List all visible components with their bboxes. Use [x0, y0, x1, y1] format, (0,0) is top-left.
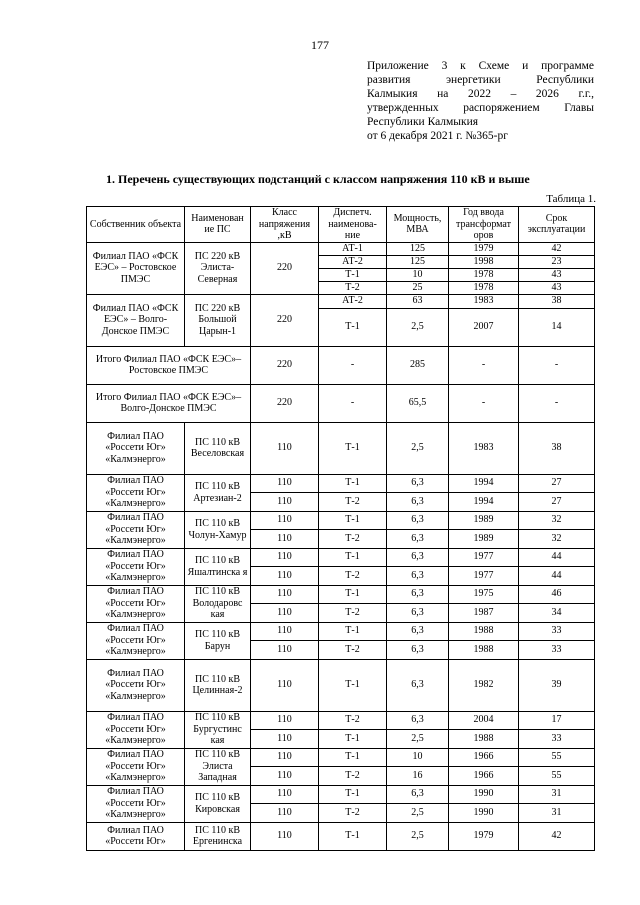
year-cell: 1975 [449, 585, 519, 603]
dispatch-cell: АТ-1 [319, 242, 387, 255]
voltage-cell: 220 [251, 384, 319, 422]
power-cell: 2,5 [387, 729, 449, 748]
power-cell: 2,5 [387, 308, 449, 346]
col-header-year: Год ввода трансформат оров [449, 207, 519, 243]
voltage-cell: 110 [251, 729, 319, 748]
year-cell: 1988 [449, 640, 519, 659]
ps-name-cell: ПС 110 кВ Бургустинс кая [185, 711, 251, 748]
power-cell: 2,5 [387, 822, 449, 850]
service-life-cell: 34 [519, 603, 595, 622]
owner-cell: Филиал ПАО «Россети Юг» «Калмэнерго» [87, 585, 185, 622]
service-life-cell: 55 [519, 766, 595, 785]
owner-cell: Филиал ПАО «Россети Юг» «Калмэнерго» [87, 711, 185, 748]
voltage-cell: 110 [251, 748, 319, 766]
year-cell: 2007 [449, 308, 519, 346]
dispatch-cell: Т-1 [319, 822, 387, 850]
service-life-cell: - [519, 384, 595, 422]
voltage-cell: 220 [251, 346, 319, 384]
ps-name-cell: ПС 110 кВ Артезиан-2 [185, 474, 251, 511]
power-cell: 65,5 [387, 384, 449, 422]
service-life-cell: 39 [519, 659, 595, 711]
year-cell: 1978 [449, 268, 519, 281]
ps-name-cell: ПС 110 кВ Володаровс кая [185, 585, 251, 622]
owner-cell: Филиал ПАО «Россети Юг» «Калмэнерго» [87, 474, 185, 511]
service-life-cell: 31 [519, 803, 595, 822]
dispatch-cell: Т-2 [319, 640, 387, 659]
voltage-cell: 110 [251, 474, 319, 492]
table-row [87, 822, 595, 850]
table-label: Таблица 1. [546, 193, 596, 205]
dispatch-cell: Т-1 [319, 474, 387, 492]
year-cell: 1979 [449, 242, 519, 255]
ps-name-cell: ПС 110 кВ Элиста Западная [185, 748, 251, 785]
year-cell: 2004 [449, 711, 519, 729]
substations-table [86, 206, 595, 851]
dispatch-cell: Т-1 [319, 422, 387, 474]
dispatch-cell: Т-1 [319, 622, 387, 640]
voltage-cell: 110 [251, 785, 319, 803]
power-cell: 6,3 [387, 640, 449, 659]
year-cell: 1977 [449, 548, 519, 566]
table-row [87, 294, 595, 308]
power-cell: 25 [387, 281, 449, 294]
voltage-cell: 110 [251, 711, 319, 729]
year-cell: 1979 [449, 822, 519, 850]
col-header-ps-name: Наименован ие ПС [185, 207, 251, 243]
power-cell: 6,3 [387, 603, 449, 622]
voltage-cell: 110 [251, 640, 319, 659]
power-cell: 6,3 [387, 785, 449, 803]
col-header-service-life: Срок эксплуатации [519, 207, 595, 243]
ps-name-cell: ПС 110 кВ Целинная-2 [185, 659, 251, 711]
appendix-line: Приложение 3 к Схеме и программе [367, 60, 594, 72]
table-row [87, 659, 595, 711]
dispatch-cell: Т-1 [319, 785, 387, 803]
owner-cell: Филиал ПАО «ФСК ЕЭС» – Волго-Донское ПМЭС [87, 294, 185, 346]
dispatch-cell: Т-1 [319, 585, 387, 603]
service-life-cell: 43 [519, 268, 595, 281]
service-life-cell: 32 [519, 511, 595, 529]
power-cell: 2,5 [387, 422, 449, 474]
dispatch-cell: Т-2 [319, 766, 387, 785]
year-cell: 1987 [449, 603, 519, 622]
dispatch-cell: Т-2 [319, 803, 387, 822]
voltage-cell: 110 [251, 422, 319, 474]
table-row [87, 511, 595, 529]
dispatch-cell: Т-1 [319, 659, 387, 711]
owner-cell: Филиал ПАО «Россети Юг» «Калмэнерго» [87, 785, 185, 822]
power-cell: 6,3 [387, 492, 449, 511]
col-header-voltage: Класс напряжения ,кВ [251, 207, 319, 243]
service-life-cell: 44 [519, 548, 595, 566]
ps-name-cell: ПС 110 кВ Яшалтинска я [185, 548, 251, 585]
year-cell: 1966 [449, 766, 519, 785]
dispatch-cell: - [319, 384, 387, 422]
dispatch-cell: Т-1 [319, 511, 387, 529]
owner-cell: Филиал ПАО «Россети Юг» «Калмэнерго» [87, 511, 185, 548]
page-number: 177 [311, 38, 329, 52]
voltage-cell: 110 [251, 548, 319, 566]
dispatch-cell: Т-2 [319, 529, 387, 548]
ps-name-cell: ПС 110 кВ Кировская [185, 785, 251, 822]
power-cell: 6,3 [387, 548, 449, 566]
dispatch-cell: Т-2 [319, 566, 387, 585]
service-life-cell: 43 [519, 281, 595, 294]
voltage-cell: 110 [251, 803, 319, 822]
appendix-line: Республики Калмыкия [367, 116, 479, 128]
table-row [87, 622, 595, 640]
year-cell: 1994 [449, 492, 519, 511]
service-life-cell: 32 [519, 529, 595, 548]
table-row [87, 242, 595, 255]
owner-cell: Филиал ПАО «Россети Юг» [87, 822, 185, 850]
service-life-cell: 14 [519, 308, 595, 346]
appendix-line: от 6 декабря 2021 г. №365-рг [367, 130, 508, 142]
service-life-cell: 44 [519, 566, 595, 585]
service-life-cell: 55 [519, 748, 595, 766]
power-cell: 6,3 [387, 711, 449, 729]
year-cell: 1982 [449, 659, 519, 711]
table-header-row [87, 207, 595, 243]
table-row total-row [87, 346, 595, 384]
table-row [87, 474, 595, 492]
service-life-cell: 31 [519, 785, 595, 803]
year-cell: 1998 [449, 255, 519, 268]
year-cell: 1977 [449, 566, 519, 585]
total-label: Итого Филиал ПАО «ФСК ЕЭС»– Волго-Донское ПМЭС [87, 384, 251, 422]
year-cell: 1978 [449, 281, 519, 294]
service-life-cell: 46 [519, 585, 595, 603]
owner-cell: Филиал ПАО «Россети Юг» «Калмэнерго» [87, 622, 185, 659]
col-header-dispatch-name: Диспетч. наименова- ние [319, 207, 387, 243]
voltage-cell: 110 [251, 492, 319, 511]
dispatch-cell: Т-2 [319, 492, 387, 511]
year-cell: 1983 [449, 422, 519, 474]
voltage-cell: 110 [251, 822, 319, 850]
dispatch-cell: Т-1 [319, 729, 387, 748]
owner-cell: Филиал ПАО «ФСК ЕЭС» – Ростовское ПМЭС [87, 242, 185, 294]
appendix-line: развития энергетики Республики [367, 74, 594, 86]
section-heading: 1. Перечень существующих подстанций с классом напряжения 110 кВ и выше [106, 172, 530, 186]
power-cell: 125 [387, 242, 449, 255]
service-life-cell: 42 [519, 242, 595, 255]
service-life-cell: 33 [519, 640, 595, 659]
col-header-owner: Собственник объекта [87, 207, 185, 243]
voltage-cell: 220 [251, 294, 319, 346]
power-cell: 6,3 [387, 529, 449, 548]
service-life-cell: - [519, 346, 595, 384]
power-cell: 6,3 [387, 474, 449, 492]
dispatch-cell: Т-2 [319, 711, 387, 729]
year-cell: 1983 [449, 294, 519, 308]
voltage-cell: 110 [251, 529, 319, 548]
dispatch-cell: Т-1 [319, 548, 387, 566]
voltage-cell: 110 [251, 766, 319, 785]
power-cell: 6,3 [387, 622, 449, 640]
year-cell: 1988 [449, 622, 519, 640]
table-row [87, 711, 595, 729]
year-cell: 1994 [449, 474, 519, 492]
ps-name-cell: ПС 110 кВ Чолун-Хамур [185, 511, 251, 548]
dispatch-cell: Т-2 [319, 603, 387, 622]
voltage-cell: 110 [251, 603, 319, 622]
power-cell: 16 [387, 766, 449, 785]
year-cell: - [449, 384, 519, 422]
voltage-cell: 110 [251, 566, 319, 585]
owner-cell: Филиал ПАО «Россети Юг» «Калмэнерго» [87, 548, 185, 585]
ps-name-cell: ПС 110 кВ Барун [185, 622, 251, 659]
year-cell: 1966 [449, 748, 519, 766]
power-cell: 63 [387, 294, 449, 308]
dispatch-cell: АТ-2 [319, 255, 387, 268]
table-row [87, 548, 595, 566]
service-life-cell: 42 [519, 822, 595, 850]
table-row [87, 585, 595, 603]
power-cell: 2,5 [387, 803, 449, 822]
owner-cell: Филиал ПАО «Россети Юг» «Калмэнерго» [87, 659, 185, 711]
service-life-cell: 23 [519, 255, 595, 268]
year-cell: 1989 [449, 511, 519, 529]
ps-name-cell: ПС 110 кВ Веселовская [185, 422, 251, 474]
service-life-cell: 27 [519, 492, 595, 511]
service-life-cell: 33 [519, 622, 595, 640]
voltage-cell: 110 [251, 659, 319, 711]
service-life-cell: 38 [519, 294, 595, 308]
service-life-cell: 17 [519, 711, 595, 729]
power-cell: 285 [387, 346, 449, 384]
voltage-cell: 110 [251, 511, 319, 529]
appendix-line: утвержденных распоряжением Главы [367, 102, 594, 114]
year-cell: 1990 [449, 803, 519, 822]
appendix-note [367, 59, 594, 143]
ps-name-cell: ПС 220 кВ Элиста-Северная [185, 242, 251, 294]
year-cell: - [449, 346, 519, 384]
year-cell: 1988 [449, 729, 519, 748]
power-cell: 6,3 [387, 659, 449, 711]
power-cell: 125 [387, 255, 449, 268]
dispatch-cell: Т-1 [319, 748, 387, 766]
service-life-cell: 38 [519, 422, 595, 474]
power-cell: 10 [387, 268, 449, 281]
ps-name-cell: ПС 110 кВ Ергенинска [185, 822, 251, 850]
owner-cell: Филиал ПАО «Россети Юг» «Калмэнерго» [87, 748, 185, 785]
year-cell: 1989 [449, 529, 519, 548]
power-cell: 6,3 [387, 585, 449, 603]
dispatch-cell: Т-2 [319, 281, 387, 294]
voltage-cell: 220 [251, 242, 319, 294]
total-label: Итого Филиал ПАО «ФСК ЕЭС»– Ростовское ПМЭС [87, 346, 251, 384]
dispatch-cell: - [319, 346, 387, 384]
dispatch-cell: Т-1 [319, 268, 387, 281]
table-row total-row [87, 384, 595, 422]
service-life-cell: 27 [519, 474, 595, 492]
ps-name-cell: ПС 220 кВ Большой Царын-1 [185, 294, 251, 346]
table-row [87, 422, 595, 474]
power-cell: 10 [387, 748, 449, 766]
year-cell: 1990 [449, 785, 519, 803]
dispatch-cell: Т-1 [319, 308, 387, 346]
table-row [87, 785, 595, 803]
power-cell: 6,3 [387, 511, 449, 529]
dispatch-cell: АТ-2 [319, 294, 387, 308]
voltage-cell: 110 [251, 585, 319, 603]
owner-cell: Филиал ПАО «Россети Юг» «Калмэнерго» [87, 422, 185, 474]
power-cell: 6,3 [387, 566, 449, 585]
col-header-power: Мощность, МВА [387, 207, 449, 243]
voltage-cell: 110 [251, 622, 319, 640]
appendix-line: Калмыкия на 2022 – 2026 г.г., [367, 88, 594, 100]
service-life-cell: 33 [519, 729, 595, 748]
table-row [87, 748, 595, 766]
